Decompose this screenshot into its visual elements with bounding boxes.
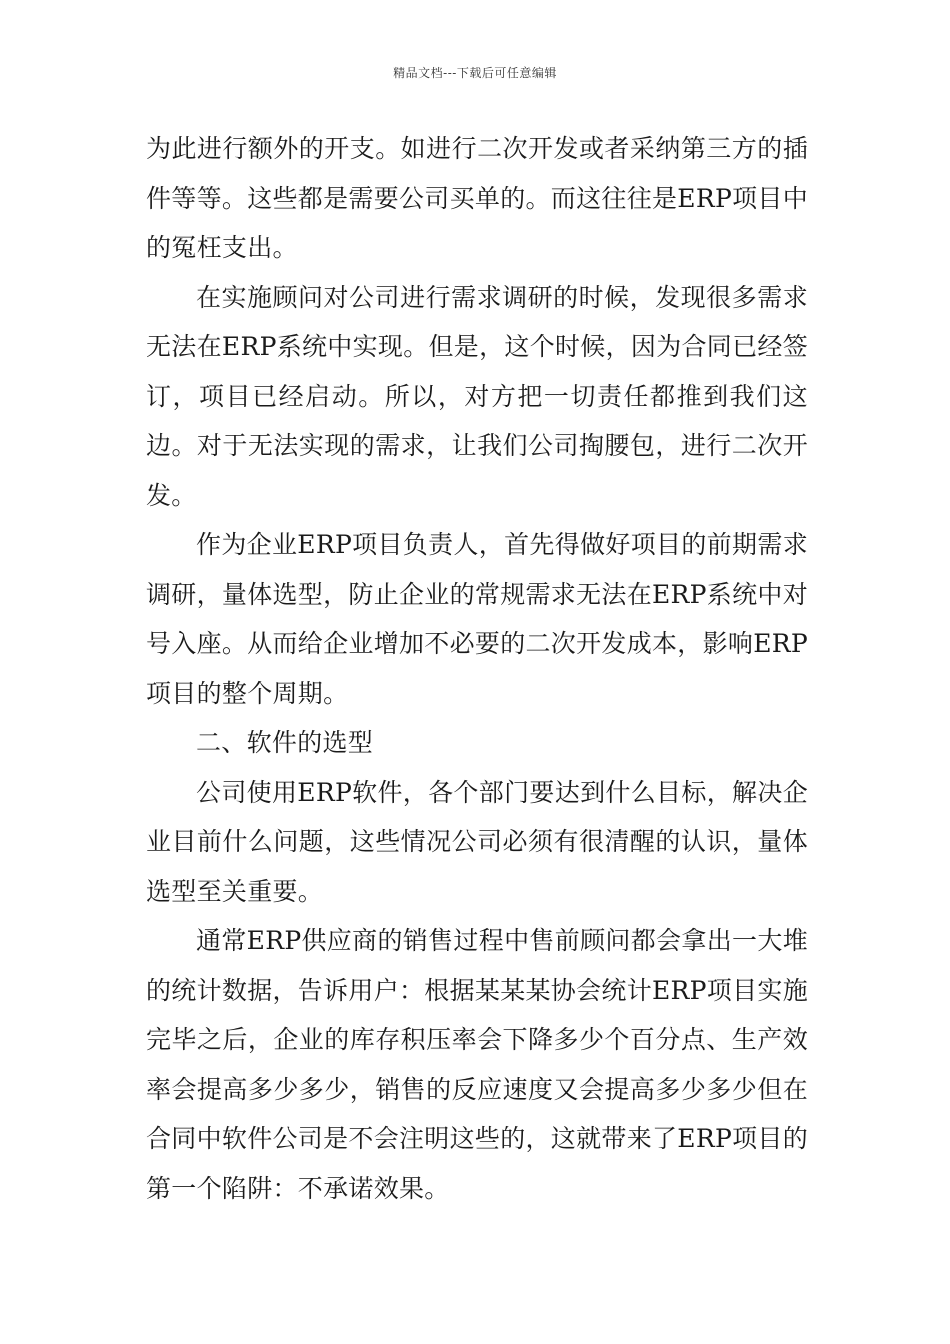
paragraph-5: 通常ERP供应商的销售过程中售前顾问都会拿出一大堆的统计数据，告诉用户：根据某某某协会统计ERP项目实施完毕之后，企业的库存积压率会下降多少个百分点、生产效率会提高多少多少，销售的反应速度又会提高多少多少但在合同中软件公司是不会注明这些的，这就带来了ERP项目的第一个陷阱：不承诺效果。 [146, 926, 808, 1203]
paragraph-3: 作为企业ERP项目负责人，首先得做好项目的前期需求调研，量体选型，防止企业的常规需求无法在ERP系统中对号入座。从而给企业增加不必要的二次开发成本，影响ERP项目的整个周期。 [146, 530, 808, 708]
paragraph-1: 为此进行额外的开支。如进行二次开发或者采纳第三方的插件等等。这些都是需要公司买单的。而这往往是ERP项目中的冤枉支出。 [146, 134, 808, 262]
section-heading: 二、软件的选型 [196, 728, 374, 757]
paragraph-4: 公司使用ERP软件，各个部门要达到什么目标，解决企业目前什么问题，这些情况公司必须有很清醒的认识，量体选型至关重要。 [146, 777, 808, 906]
page-header: 精品文档---下载后可任意编辑 [393, 66, 557, 80]
paragraph-2: 在实施顾问对公司进行需求调研的时候，发现很多需求无法在ERP系统中实现。但是，这个时候，因为合同已经签订，项目已经启动。所以，对方把一切责任都推到我们这边。对于无法实现的需求，让我们公司掏腰包，进行二次开发。 [146, 282, 808, 510]
document-body [146, 124, 808, 1213]
